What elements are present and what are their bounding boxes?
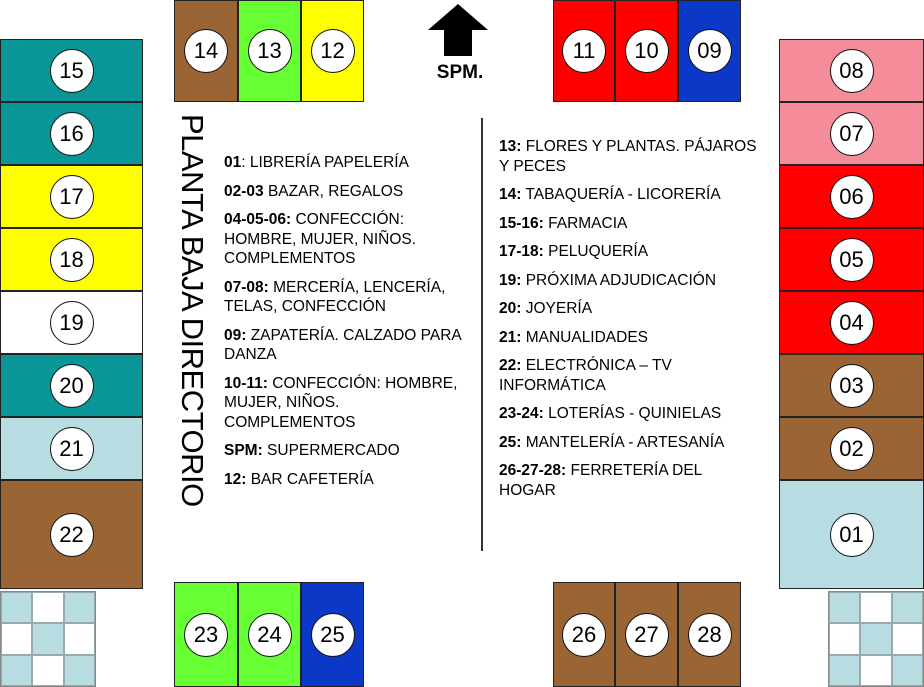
directory-entry-code: 09: xyxy=(224,326,247,344)
stall-number: 25 xyxy=(311,613,355,657)
directory-entry-code: 10-11: xyxy=(224,374,268,392)
directory-entry-text: PRÓXIMA ADJUDICACIÓN xyxy=(521,271,717,289)
directory-entry-text: MANTELERÍA - ARTESANÍA xyxy=(521,433,725,451)
stall-number: 09 xyxy=(688,29,732,73)
stall-number: 03 xyxy=(830,364,874,408)
floor-tile xyxy=(829,623,860,654)
directory-entry-code: 21: xyxy=(499,328,522,346)
stall-number: 15 xyxy=(50,49,94,93)
stall-number: 22 xyxy=(50,513,94,557)
stall-11[interactable] xyxy=(553,0,615,102)
stall-number: 14 xyxy=(184,29,228,73)
stall-number: 02 xyxy=(830,427,874,471)
directory-entry-code: 25: xyxy=(499,433,522,451)
directory-entry-code: SPM: xyxy=(224,442,263,459)
directory-entry-text: CONFECCIÓN: HOMBRE, MUJER, NIÑOS. COMPLEMENTOS xyxy=(224,374,458,431)
stall-17[interactable] xyxy=(0,165,143,228)
directory-entry-text: JOYERÍA xyxy=(521,300,593,317)
stall-number: 28 xyxy=(688,613,732,657)
floor-tile xyxy=(892,592,923,623)
stall-number: 27 xyxy=(625,613,669,657)
stall-12[interactable] xyxy=(301,0,364,102)
directory-entry xyxy=(499,461,761,500)
stall-number: 08 xyxy=(830,49,874,93)
directory-entry xyxy=(499,328,761,348)
stall-01[interactable] xyxy=(779,480,924,589)
directory-entry xyxy=(224,278,472,317)
stall-number: 07 xyxy=(830,112,874,156)
directory-entry xyxy=(499,271,761,291)
stall-number: 13 xyxy=(248,29,292,73)
stall-16[interactable] xyxy=(0,102,143,165)
stall-06[interactable] xyxy=(779,165,924,228)
stall-number: 01 xyxy=(830,513,874,557)
directory-entry-code: 07-08: xyxy=(224,278,269,296)
floor-tile xyxy=(32,592,63,623)
stall-26[interactable] xyxy=(553,582,615,687)
directory-entry-text: CONFECCIÓN: HOMBRE, MUJER, NIÑOS. COMPLEMENTOS xyxy=(224,211,417,267)
stall-25[interactable] xyxy=(301,582,364,687)
directory-entry xyxy=(499,433,761,453)
stall-number: 21 xyxy=(50,427,94,471)
directory-entry xyxy=(224,470,472,490)
floor-tile xyxy=(860,592,891,623)
stall-number: 12 xyxy=(311,29,355,73)
stall-number: 05 xyxy=(830,238,874,282)
directory-entry-text: FERRETERÍA DEL HOGAR xyxy=(499,462,702,499)
directory-entry-code: 15-16: xyxy=(499,214,544,232)
floor-tiles-left xyxy=(0,591,96,687)
floor-tile xyxy=(892,655,923,686)
directory-entry xyxy=(224,374,472,433)
floor-tile xyxy=(32,623,63,654)
directory-entry-text: MANUALIDADES xyxy=(521,328,649,346)
directory-list-left xyxy=(224,153,472,498)
directory-entry-code: 17-18: xyxy=(499,243,544,260)
stall-number: 11 xyxy=(562,29,606,73)
stall-08[interactable] xyxy=(779,39,924,102)
stall-number: 16 xyxy=(50,112,94,156)
directory-entry-code: 14: xyxy=(499,186,522,203)
stall-05[interactable] xyxy=(779,228,924,291)
directory-entry-text: BAZAR, REGALOS xyxy=(263,182,404,200)
stall-number: 06 xyxy=(830,175,874,219)
stall-24[interactable] xyxy=(238,582,301,687)
stall-number: 18 xyxy=(50,238,94,282)
floor-tiles-right xyxy=(828,591,924,687)
directory-entry-code: 04-05-06: xyxy=(224,211,292,228)
stall-23[interactable] xyxy=(174,582,238,687)
directory-entry-code: 12: xyxy=(224,470,247,488)
stall-13[interactable] xyxy=(238,0,301,102)
stall-number: 10 xyxy=(625,29,669,73)
stall-number: 17 xyxy=(50,175,94,219)
directory-entry-text: : LIBRERÍA PAPELERÍA xyxy=(241,154,409,171)
directory-entry xyxy=(224,326,472,365)
directory-entry-text: PELUQUERÍA xyxy=(543,243,649,260)
directory-entry-code: 01 xyxy=(224,154,242,171)
directory-entry xyxy=(224,441,472,461)
column-divider xyxy=(481,118,483,551)
directory-entry xyxy=(499,185,761,205)
directory-entry xyxy=(499,242,761,262)
stall-19[interactable] xyxy=(0,291,143,354)
stall-number: 19 xyxy=(50,301,94,345)
stall-04[interactable] xyxy=(779,291,924,354)
directory-entry-code: 02-03 xyxy=(224,182,264,200)
directory-entry-text: TABAQUERÍA - LICORERÍA xyxy=(521,186,721,203)
directory-entry-code: 23-24: xyxy=(499,405,544,422)
directory-entry xyxy=(499,356,761,395)
floor-tile xyxy=(32,655,63,686)
floor-tile xyxy=(1,592,32,623)
directory-entry-text: BAR CAFETERÍA xyxy=(246,470,374,488)
directory-entry-text: SUPERMERCADO xyxy=(262,442,400,459)
directory-entry-code: 20: xyxy=(499,300,522,317)
directory-list-right xyxy=(499,137,761,509)
directory-entry xyxy=(499,404,761,424)
stall-number: 26 xyxy=(562,613,606,657)
floor-tile xyxy=(892,623,923,654)
stall-27[interactable] xyxy=(615,582,678,687)
stall-03[interactable] xyxy=(779,354,924,417)
directory-entry xyxy=(224,182,472,202)
floor-tile xyxy=(64,655,95,686)
stall-18[interactable] xyxy=(0,228,143,291)
directory-entry-code: 22: xyxy=(499,357,522,374)
directory-title-text: PLANTA BAJA DIRECTORIO xyxy=(175,114,210,507)
stall-number: 23 xyxy=(184,613,228,657)
directory-entry xyxy=(224,210,472,269)
stall-15[interactable] xyxy=(0,39,143,102)
directory-entry-code: 19: xyxy=(499,271,522,289)
stall-09[interactable] xyxy=(678,0,741,102)
stall-02[interactable] xyxy=(779,417,924,480)
stall-28[interactable] xyxy=(678,582,741,687)
stall-14[interactable] xyxy=(174,0,238,102)
directory-entry-text: MERCERÍA, LENCERÍA, TELAS, CONFECCIÓN xyxy=(224,278,446,315)
directory-entry xyxy=(224,153,472,173)
directory-entry xyxy=(499,299,761,319)
floor-tile xyxy=(860,655,891,686)
stall-07[interactable] xyxy=(779,102,924,165)
stall-21[interactable] xyxy=(0,417,143,480)
stall-10[interactable] xyxy=(615,0,678,102)
floor-tile xyxy=(1,623,32,654)
stall-20[interactable] xyxy=(0,354,143,417)
directory-entry xyxy=(499,214,761,234)
directory-entry-text: ZAPATERÍA. CALZADO PARA DANZA xyxy=(224,326,461,363)
directory-entry-code: 13: xyxy=(499,138,522,155)
floor-tile xyxy=(1,655,32,686)
floor-tile xyxy=(64,592,95,623)
stall-number: 04 xyxy=(830,301,874,345)
directory-entry-text: LOTERÍAS - QUINIELAS xyxy=(543,405,722,422)
directory-entry-text: ELECTRÓNICA – TV INFORMÁTICA xyxy=(499,357,672,394)
directory-title xyxy=(174,114,210,564)
directory-entry-text: FARMACIA xyxy=(543,214,628,232)
stall-number: 24 xyxy=(248,613,292,657)
stall-number: 20 xyxy=(50,364,94,408)
directory-entry-code: 26-27-28: xyxy=(499,462,567,479)
floor-tile xyxy=(829,655,860,686)
up-arrow-icon xyxy=(426,2,490,58)
floor-tile xyxy=(64,623,95,654)
floor-tile xyxy=(860,623,891,654)
spm-label: SPM. xyxy=(436,62,484,83)
stall-22[interactable] xyxy=(0,480,143,589)
floor-tile xyxy=(829,592,860,623)
directory-entry xyxy=(499,137,761,176)
directory-entry-text: FLORES Y PLANTAS. PÁJAROS Y PECES xyxy=(499,138,757,175)
